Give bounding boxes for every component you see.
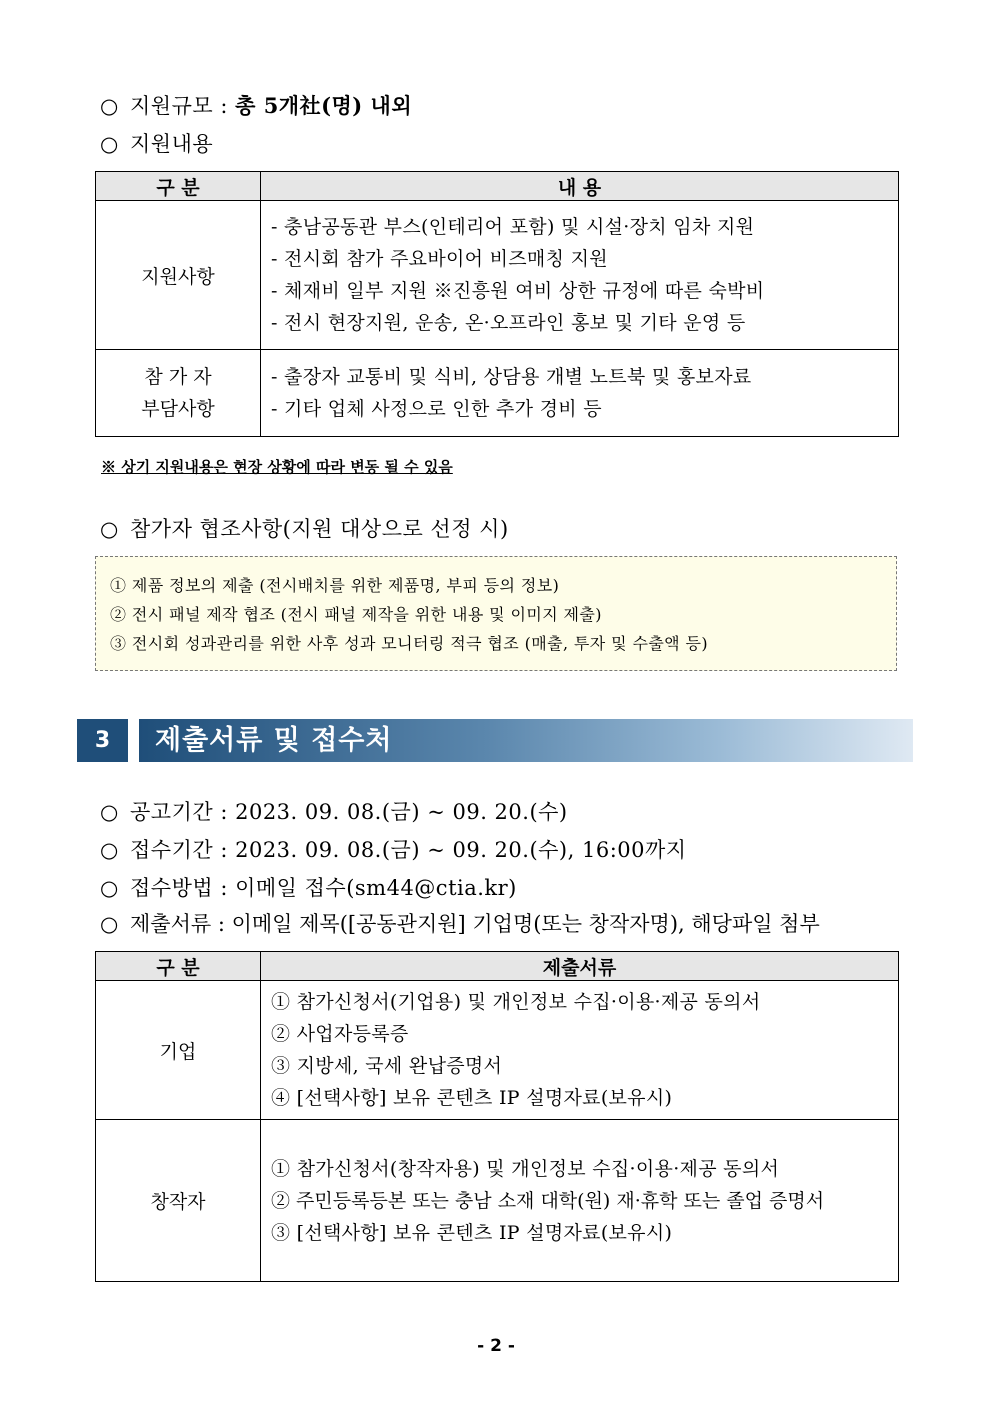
table-row: [96, 350, 899, 437]
section-title: 제출서류 및 접수처: [139, 719, 913, 762]
list-item: ② 전시 패널 제작 협조 (전시 패널 제작을 위한 내용 및 이미지 제출): [110, 605, 602, 624]
list-item: - 전시 현장지원, 운송, 온·오프라인 홍보 및 기타 운영 등: [271, 312, 746, 334]
bullet-marker: ○: [100, 132, 119, 156]
schedule-value: 2023. 09. 08.(금) ~ 09. 20.(수), 16:00까지: [235, 838, 687, 862]
bullet-marker: ○: [100, 800, 119, 824]
table-row: [96, 1120, 899, 1282]
cooperation-box: [95, 556, 897, 671]
table-row: [96, 981, 899, 1120]
support-scale-label: 지원규모 :: [130, 94, 228, 118]
bullet-marker: ○: [100, 94, 119, 118]
schedule-line: [100, 834, 687, 864]
list-item: - 출장자 교통비 및 식비, 상담용 개별 노트북 및 홍보자료: [271, 366, 752, 388]
support-scale-line: [100, 90, 412, 120]
schedule-line: [100, 908, 820, 938]
support-scale-value: 총 5개社(명) 내외: [235, 93, 413, 118]
table-header-documents: 제출서류: [261, 952, 899, 981]
list-item: ① 참가신청서(기업용) 및 개인정보 수집·이용·제공 동의서: [271, 991, 761, 1013]
schedule-value: 2023. 09. 08.(금) ~ 09. 20.(수): [235, 800, 568, 824]
table-header-row: [96, 952, 899, 981]
list-item: - 충남공동관 부스(인테리어 포함) 및 시설·장치 임차 지원: [271, 216, 755, 238]
list-item: ③ [선택사항] 보유 콘텐츠 IP 설명자료(보유시): [271, 1221, 673, 1244]
category-line: 참 가 자: [144, 366, 212, 388]
schedule-line: [100, 872, 517, 902]
category-line: 부담사항: [141, 398, 215, 420]
list-item: ② 주민등록등본 또는 충남 소재 대학(원) 재·휴학 또는 졸업 증명서: [271, 1189, 825, 1212]
support-content-table: [95, 171, 899, 437]
row-content: [261, 1120, 899, 1282]
table-header-row: [96, 172, 899, 201]
table-row: [96, 201, 899, 350]
list-item: ① 제품 정보의 제출 (전시배치를 위한 제품명, 부피 등의 정보): [110, 576, 560, 595]
row-category: 기업: [96, 981, 261, 1120]
schedule-label: 공고기간 :: [130, 800, 228, 824]
list-item: ① 참가신청서(창작자용) 및 개인정보 수집·이용·제공 동의서: [271, 1157, 780, 1180]
documents-table: [95, 951, 899, 1282]
list-item: ② 사업자등록증: [271, 1023, 409, 1045]
row-category: 지원사항: [96, 201, 261, 350]
list-item: - 기타 업체 사정으로 인한 추가 경비 등: [271, 398, 602, 420]
support-content-heading: [100, 128, 213, 158]
cooperation-heading: [100, 513, 509, 543]
table-header-category: 구 분: [96, 952, 261, 981]
table-header-category: 구 분: [96, 172, 261, 201]
bullet-marker: ○: [100, 838, 119, 862]
row-category: 창작자: [96, 1120, 261, 1282]
schedule-value: 이메일 접수(sm44@ctia.kr): [235, 876, 517, 900]
row-content: [261, 350, 899, 437]
schedule-label: 접수방법 :: [130, 876, 228, 900]
row-content: [261, 201, 899, 350]
schedule-line: [100, 796, 568, 826]
bullet-marker: ○: [100, 517, 119, 541]
section-number: 3: [77, 719, 128, 762]
table-note: ※ 상기 지원내용은 현장 상황에 따라 변동 될 수 있음: [101, 458, 453, 476]
schedule-label: 접수기간 :: [130, 838, 228, 862]
cooperation-label: 참가자 협조사항(지원 대상으로 선정 시): [130, 517, 509, 541]
bullet-marker: ○: [100, 912, 119, 936]
list-item: - 체재비 일부 지원 ※진흥원 여비 상한 규정에 따른 숙박비: [271, 280, 765, 302]
list-item: ④ [선택사항] 보유 콘텐츠 IP 설명자료(보유시): [271, 1087, 673, 1109]
row-category: [96, 350, 261, 437]
row-content: [261, 981, 899, 1120]
schedule-label: 제출서류 :: [130, 912, 225, 936]
list-item: ③ 전시회 성과관리를 위한 사후 성과 모니터링 적극 협조 (매출, 투자 및 수출액 등): [110, 634, 709, 653]
list-item: - 전시회 참가 주요바이어 비즈매칭 지원: [271, 248, 608, 270]
schedule-value: 이메일 제목([공동관지원] 기업명(또는 창작자명), 해당파일 첨부: [231, 912, 820, 936]
list-item: ③ 지방세, 국세 완납증명서: [271, 1055, 503, 1077]
support-content-label: 지원내용: [130, 132, 214, 156]
table-header-content: 내 용: [261, 172, 899, 201]
bullet-marker: ○: [100, 876, 119, 900]
page-number: - 2 -: [477, 1336, 515, 1356]
